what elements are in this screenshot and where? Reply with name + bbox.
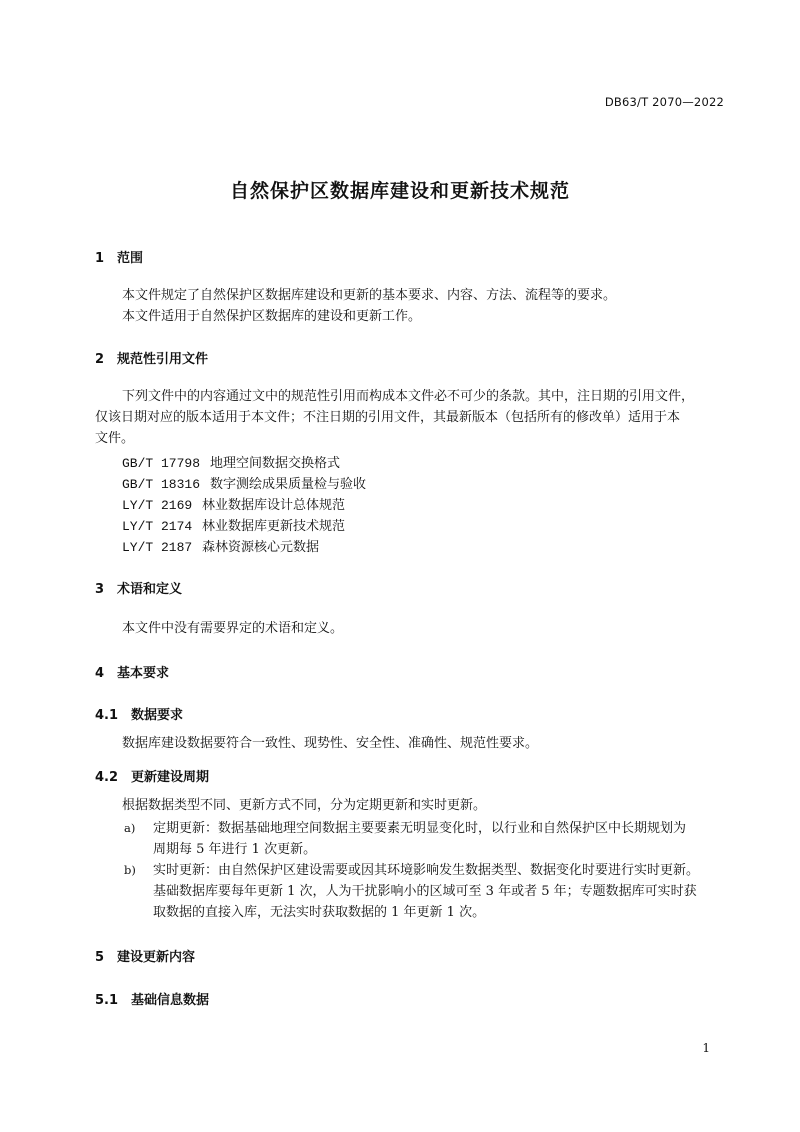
subsection-number: 4.1	[95, 708, 119, 723]
section-title: 范围	[117, 251, 144, 266]
section-number: 4	[95, 666, 105, 681]
section-title: 建设更新内容	[117, 950, 196, 965]
paragraph-line: 下列文件中的内容通过文中的规范性引用而构成本文件必不可少的条款。其中，注日期的引用文件，	[122, 389, 695, 404]
reference-name: 地理空间数据交换格式	[210, 456, 341, 471]
document-title: 自然保护区数据库建设和更新技术规范	[229, 180, 570, 202]
list-item-line: 周期每 5 年进行 1 次更新。	[153, 842, 317, 857]
subsection-title: 数据要求	[131, 708, 184, 723]
list-item-line: 基础数据库要每年更新 1 次，人为干扰影响小的区域可至 3 年或者 5 年；专题数据库可实时获	[153, 884, 697, 899]
paragraph: 数据库建设数据要符合一致性、现势性、安全性、准确性、规范性要求。	[122, 736, 539, 751]
section-2-heading	[95, 348, 208, 367]
subsection-title: 基础信息数据	[131, 993, 210, 1008]
reference-item	[122, 473, 366, 492]
reference-item	[122, 494, 345, 513]
section-title: 规范性引用文件	[117, 352, 209, 367]
document-code: DB63/T 2070—2022	[604, 95, 724, 109]
reference-code: GB/T 18316	[122, 477, 201, 492]
reference-name: 林业数据库更新技术规范	[202, 519, 346, 534]
reference-code: LY/T 2169	[122, 498, 193, 513]
section-title: 基本要求	[117, 666, 170, 681]
subsection-4-1-heading	[95, 704, 183, 723]
reference-code: LY/T 2174	[122, 519, 193, 534]
subsection-number: 4.2	[95, 770, 119, 785]
list-item	[124, 818, 724, 860]
list-item-line: 实时更新：由自然保护区建设需要或因其环境影响发生数据类型、数据变化时要进行实时更新。	[153, 863, 700, 878]
reference-name: 森林资源核心元数据	[202, 540, 320, 555]
section-number: 3	[95, 582, 105, 597]
list-marker: a)	[124, 821, 136, 835]
reference-item	[122, 536, 319, 555]
paragraph: 本文件规定了自然保护区数据库建设和更新的基本要求、内容、方法、流程等的要求。	[122, 288, 617, 303]
list-item-line: 定期更新：数据基础地理空间数据主要要素无明显变化时，以行业和自然保护区中长期规划为	[153, 821, 687, 836]
paragraph-line: 仅该日期对应的版本适用于本文件；不注日期的引用文件，其最新版本（包括所有的修改单）适用于本	[95, 410, 681, 425]
section-number: 2	[95, 352, 105, 367]
subsection-4-2-heading	[95, 766, 209, 785]
subsection-title: 更新建设周期	[131, 770, 210, 785]
subsection-5-1-heading	[95, 989, 209, 1008]
section-4-heading	[95, 662, 169, 681]
section-1-heading	[95, 247, 143, 266]
section-title: 术语和定义	[117, 582, 183, 597]
paragraph-line: 文件。	[95, 431, 135, 446]
reference-code: GB/T 17798	[122, 456, 201, 471]
reference-item	[122, 515, 345, 534]
section-number: 1	[95, 251, 105, 266]
list-item	[124, 860, 724, 923]
reference-code: LY/T 2187	[122, 540, 193, 555]
list-item-line: 取数据的直接入库，无法实时获取数据的 1 年更新 1 次。	[153, 905, 486, 920]
section-5-heading	[95, 946, 195, 965]
reference-item	[122, 452, 340, 471]
reference-name: 数字测绘成果质量检与验收	[210, 477, 367, 492]
section-number: 5	[95, 950, 105, 965]
page-number: 1	[702, 1041, 710, 1055]
reference-name: 林业数据库设计总体规范	[202, 498, 346, 513]
paragraph: 本文件适用于自然保护区数据库的建设和更新工作。	[122, 309, 422, 324]
paragraph: 本文件中没有需要界定的术语和定义。	[122, 621, 344, 636]
subsection-number: 5.1	[95, 993, 119, 1008]
paragraph: 根据数据类型不同、更新方式不同，分为定期更新和实时更新。	[122, 798, 487, 813]
section-3-heading	[95, 578, 182, 597]
list-marker: b)	[124, 863, 136, 877]
